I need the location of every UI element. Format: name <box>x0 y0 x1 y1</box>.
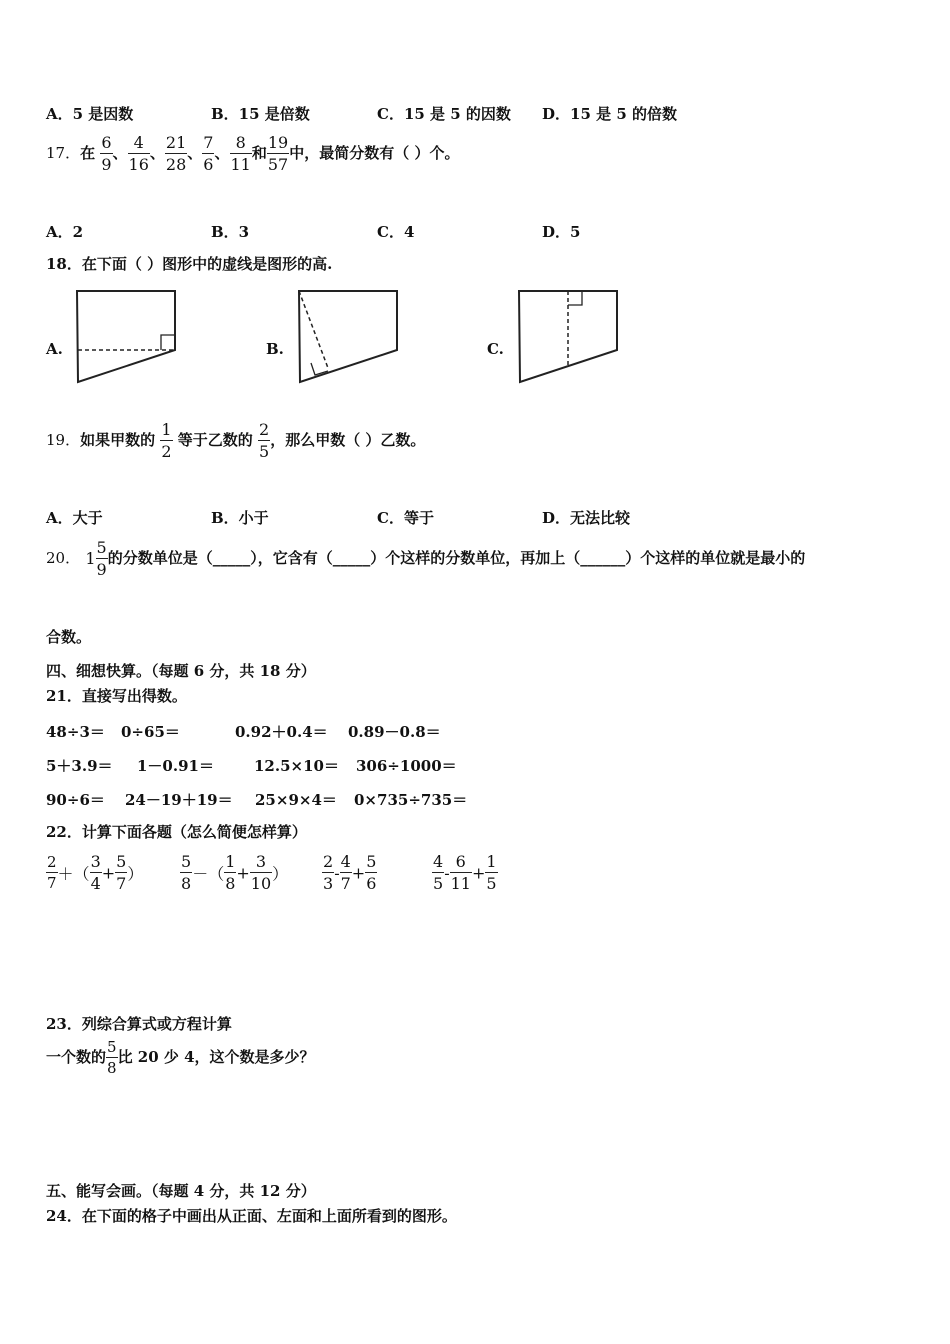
q21-item: 0×735÷735＝ <box>354 791 468 809</box>
q21-item: 306÷1000＝ <box>356 757 457 775</box>
q17-option-b: B．3 <box>211 223 250 241</box>
q21-item: 90÷6＝ <box>46 791 105 809</box>
q19-stem: 19．如果甲数的 $\frac{1}{2}$ 等于乙数的 $\frac{2}{5}$ ，那么甲数（ ）乙数。 <box>46 420 426 461</box>
q18-label-c: C. <box>487 340 504 358</box>
q19-option-a: A．大于 <box>46 509 103 527</box>
q18-label-a: A. <box>46 340 63 358</box>
q19-fraction-1: $\frac{1}{2}$ <box>161 420 172 461</box>
q16-option-b: B．15 是倍数 <box>211 105 310 123</box>
q18-figure-b <box>296 288 402 386</box>
q23-problem: 一个数的 $\frac{5}{8}$ 比 20 少 4，这个数是多少？ <box>46 1038 315 1077</box>
q17-lead: 在 <box>80 144 96 162</box>
q18-figure-c <box>516 288 622 386</box>
q17-tail: 中，最简分数有（ ）个。 <box>289 144 460 162</box>
q16-option-d: D．15 是 5 的倍数 <box>542 105 677 123</box>
q20-continuation: 合数。 <box>46 628 92 646</box>
q21-item: 5＋3.9＝ <box>46 757 113 775</box>
section5-title: 五、能写会画。（每题 4 分，共 12 分） <box>46 1182 316 1200</box>
q19-option-d: D．无法比较 <box>542 509 631 527</box>
q19-number: 19． <box>46 431 81 449</box>
section4-title: 四、细想快算。（每题 6 分，共 18 分） <box>46 662 316 680</box>
q22-expression-3: $\frac{2}{3}$ - $\frac{4}{7}$ + $\frac{5}{6}$ <box>323 852 377 893</box>
q17-fraction: $\frac{21}{28}$ <box>165 133 187 174</box>
q17-fraction: $\frac{6}{9}$ <box>101 133 112 174</box>
q20-stem: 20． 1 $\frac{5}{9}$ 的分数单位是（_____），它含有（_____）个这样的分数单位，再加上（______）个这样的单位就是最小的 <box>46 538 806 579</box>
q17-option-a: A．2 <box>46 223 84 241</box>
q20-fraction: $\frac{5}{9}$ <box>96 538 107 579</box>
q21-item: 24－19＋19＝ <box>125 791 233 809</box>
q17-stem: 17．在 $\frac{6}{9}$ 、 $\frac{4}{16}$ 、 $\frac{21}{28}$ 、 $\frac{7}{6}$ 、 $\frac{8}{11}$ 和 $\frac{19}{57}$ 中，最简分数有（ ）个。 <box>46 133 460 174</box>
q17-fraction: $\frac{7}{6}$ <box>203 133 214 174</box>
q17-option-d: D．5 <box>542 223 581 241</box>
q17-option-c: C．4 <box>377 223 415 241</box>
q23-fraction: $\frac{5}{8}$ <box>107 1038 117 1077</box>
q18-figure-a <box>74 288 180 386</box>
q21-item: 25×9×4＝ <box>255 791 337 809</box>
q21-item: 0÷65＝ <box>121 723 180 741</box>
q21-item: 48÷3＝ <box>46 723 105 741</box>
q21-item: 0.92＋0.4＝ <box>235 723 328 741</box>
q20-number: 20． <box>46 549 81 567</box>
q18-label-b: B. <box>266 340 284 358</box>
q18-stem: 18．在下面（ ）图形中的虚线是图形的高. <box>46 255 333 273</box>
q22-stem: 22．计算下面各题（怎么简便怎样算） <box>46 823 307 841</box>
q21-item: 12.5×10＝ <box>254 757 339 775</box>
q22-expression-2: $\frac{5}{8}$ －（ $\frac{1}{8}$ + $\frac{3}{10}$ ） <box>181 852 289 893</box>
q17-fraction: $\frac{19}{57}$ <box>267 133 289 174</box>
q16-option-a: A．5 是因数 <box>46 105 134 123</box>
q17-number: 17． <box>46 144 81 162</box>
q17-fraction: $\frac{8}{11}$ <box>230 133 251 174</box>
q21-stem: 21．直接写出得数。 <box>46 687 187 705</box>
q16-option-c: C．15 是 5 的因数 <box>377 105 511 123</box>
q20-whole: 1 <box>85 549 96 568</box>
q21-item: 0.89－0.8＝ <box>348 723 441 741</box>
q23-stem: 23．列综合算式或方程计算 <box>46 1015 232 1033</box>
q19-option-b: B．小于 <box>211 509 269 527</box>
q17-fraction: $\frac{4}{16}$ <box>128 133 149 174</box>
q24-stem: 24．在下面的格子中画出从正面、左面和上面所看到的图形。 <box>46 1207 457 1225</box>
q21-item: 1－0.91＝ <box>137 757 214 775</box>
q22-expression-4: $\frac{4}{5}$ - $\frac{6}{11}$ + $\frac{1}{5}$ <box>433 852 497 893</box>
q19-fraction-2: $\frac{2}{5}$ <box>259 420 270 461</box>
q22-expression-1: $\frac{2}{7}$ ＋（ $\frac{3}{4}$ + $\frac{5}{7}$ ） <box>47 852 144 893</box>
q19-option-c: C．等于 <box>377 509 434 527</box>
